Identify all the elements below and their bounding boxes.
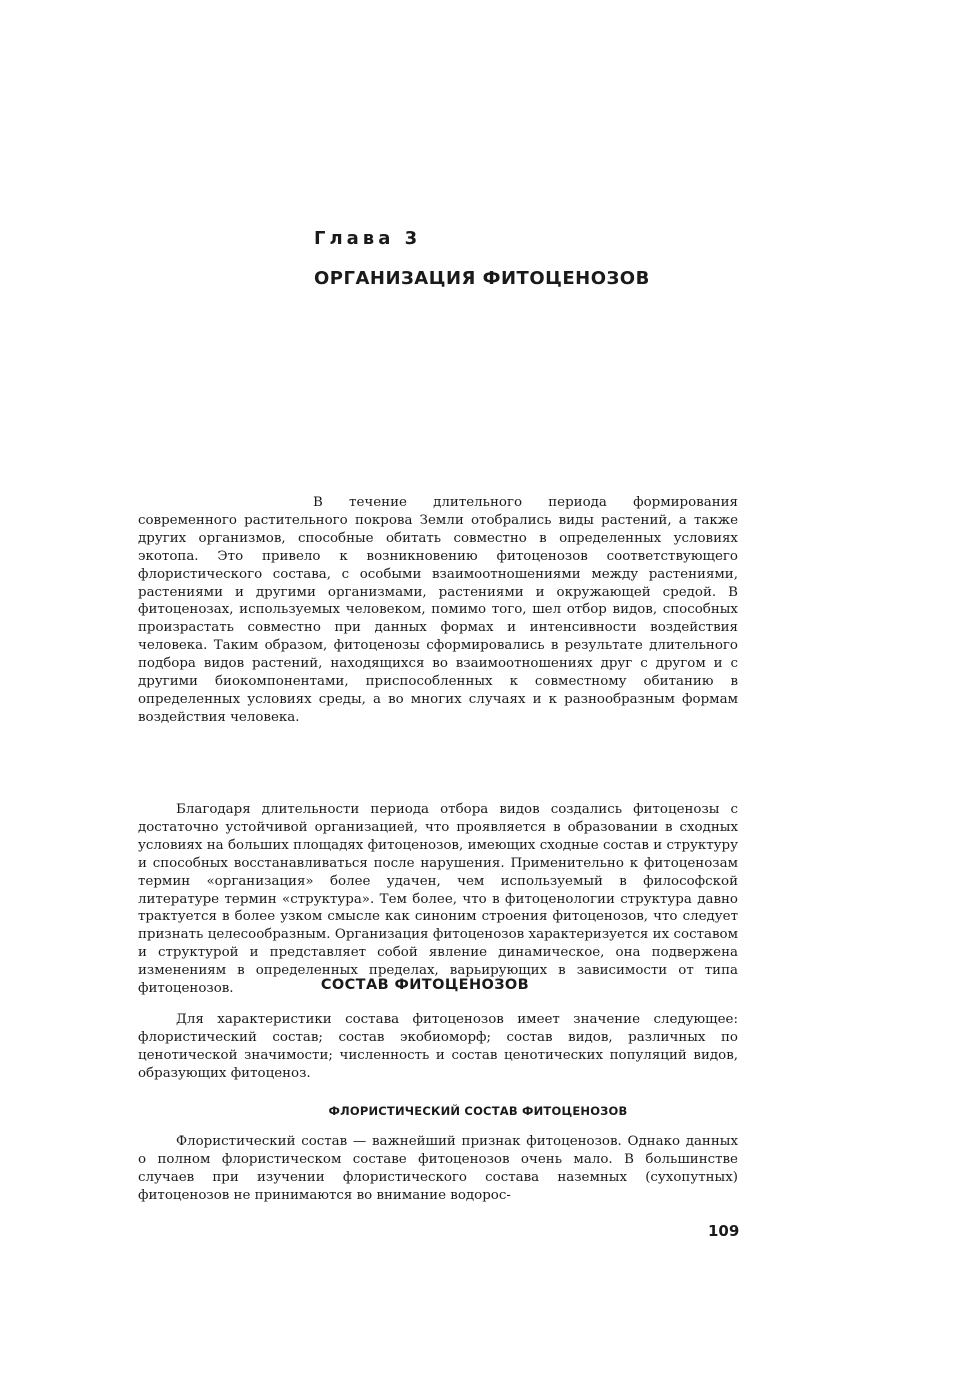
chapter-title: ОРГАНИЗАЦИЯ ФИТОЦЕНОЗОВ [314, 268, 650, 289]
page-number: 109 [708, 1222, 740, 1240]
subsection-heading-floristic: ФЛОРИСТИЧЕСКИЙ СОСТАВ ФИТОЦЕНОЗОВ [328, 1104, 628, 1118]
section-heading-composition: СОСТАВ ФИТОЦЕНОЗОВ [320, 977, 530, 993]
composition-text [138, 1011, 738, 1083]
chapter-label: Глава 3 [314, 228, 422, 249]
intro-text [138, 494, 738, 727]
organization-text [138, 801, 738, 998]
floristic-paragraph: Флористический состав — важнейший признак фитоценозов. Однако данных о полном флористическом составе фитоценозов очень мало. В большинстве случаев при изучении флористического состава наземных (сухопутных) фитоценозов не принимаются во внимание водорос- [138, 1134, 738, 1203]
floristic-text [138, 1133, 738, 1205]
intro-paragraph-2: Благодаря длительности периода отбора видов создались фитоценозы с достаточно устойчивой организацией, что проявляется в образовании в сходных условиях на больших площадях фитоценозов, имеющих сходные состав и структуру и способных восстанавливаться после нарушения. Применительно к фитоценозам термин «организация» более удачен, чем используемый в философской литературе термин «структура». Тем более, что в фитоценологии структура давно трактуется в более узком смысле как синоним строения фитоценозов, что следует признать целесообразным. Организация фитоценозов характеризуется их составом и структурой и представляет собой явление динамическое, она подвержена изменениям в определенных пределах, варьирующих в зависимости от типа фитоценозов. [138, 802, 738, 997]
composition-paragraph: Для характеристики состава фитоценозов имеет значение следующее: флористический состав; состав экобиоморф; состав видов, различных по ценотической значимости; численность и состав ценотических популяций видов, образующих фитоценоз. [138, 1012, 738, 1081]
intro-paragraph-1: В течение длительного периода формирования современного растительного покрова Земли отобрались виды растений, а также других организмов, способные обитать совместно в определенных условиях экотопа. Это привело к возникновению фитоценозов соответствующего флористического состава, с особыми взаимоотношениями между растениями, растениями и другими организмами, растениями и окружающей средой. В фитоценозах, используемых человеком, помимо того, шел отбор видов, способных произрастать совместно при данных формах и интенсивности воздействия человека. Таким образом, фитоценозы сформировались в результате длительного подбора видов растений, находящихся во взаимоотношениях друг с другом и с другими биокомпонентами, приспособленных к совместному обитанию в определенных условиях среды, а во многих случаях и к разнообразным формам воздействия человека. [138, 495, 738, 725]
